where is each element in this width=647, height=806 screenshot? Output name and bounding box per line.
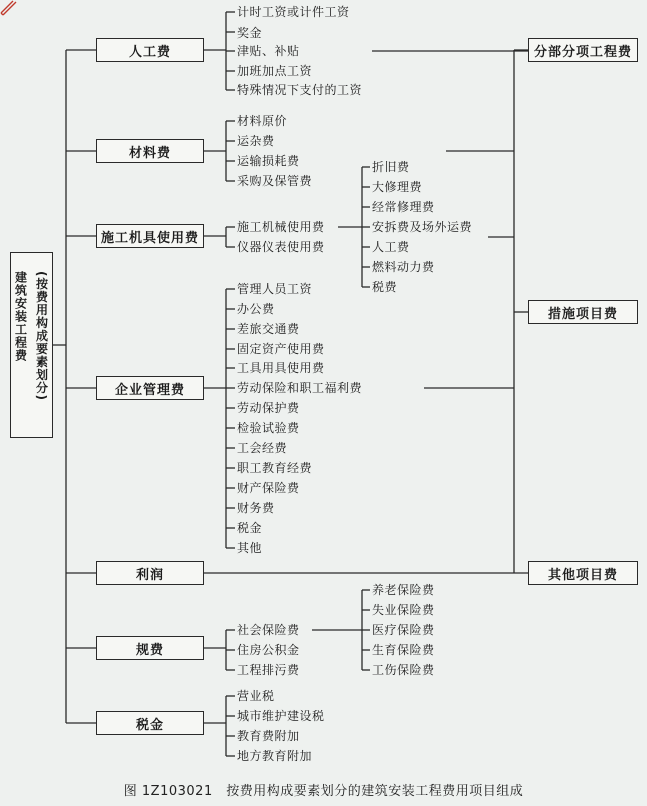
category-fees: 规费 [96, 636, 204, 660]
category-labor-cost: 人工费 [96, 38, 204, 62]
machine-use-item: 经常修理费 [372, 200, 435, 214]
category-material-cost: 材料费 [96, 139, 204, 163]
management-item: 职工教育经费 [237, 461, 313, 475]
machine-use-item: 大修理费 [372, 180, 423, 194]
management-item: 财产保险费 [237, 481, 300, 495]
management-item: 固定资产使用费 [237, 342, 325, 356]
target-other-items-cost: 其他项目费 [528, 561, 638, 585]
target-measures-cost: 措施项目费 [528, 300, 638, 324]
management-item: 管理人员工资 [237, 282, 313, 296]
management-item: 劳动保险和职工福利费 [237, 381, 363, 395]
management-item: 税金 [237, 521, 263, 535]
material-item: 材料原价 [237, 114, 288, 128]
machinery-item: 仪器仪表使用费 [237, 240, 325, 254]
labor-item: 津贴、补贴 [237, 44, 300, 58]
material-item: 运杂费 [237, 134, 275, 148]
machine-use-item: 燃料动力费 [372, 260, 435, 274]
category-machinery-cost: 施工机具使用费 [96, 224, 204, 248]
social-insurance-item: 养老保险费 [372, 583, 435, 597]
root-label-line1: (按费用构成要素划分) [34, 271, 49, 401]
management-item: 工会经费 [237, 441, 288, 455]
social-insurance-item: 医疗保险费 [372, 623, 435, 637]
management-item: 差旅交通费 [237, 322, 300, 336]
tax-item: 营业税 [237, 689, 275, 703]
pen-cursor-icon [0, 0, 18, 20]
category-tax: 税金 [96, 711, 204, 735]
social-insurance-item: 失业保险费 [372, 603, 435, 617]
management-item: 办公费 [237, 302, 275, 316]
category-management-cost: 企业管理费 [96, 376, 204, 400]
fees-item: 社会保险费 [237, 623, 300, 637]
management-item: 财务费 [237, 501, 275, 515]
fees-item: 住房公积金 [237, 643, 300, 657]
machine-use-item: 人工费 [372, 240, 410, 254]
machine-use-item: 税费 [372, 280, 398, 294]
root-box-construction-install-cost [10, 252, 53, 438]
management-item: 劳动保护费 [237, 401, 300, 415]
management-item: 检验试验费 [237, 421, 300, 435]
labor-item: 加班加点工资 [237, 64, 313, 78]
material-item: 运输损耗费 [237, 154, 300, 168]
root-label-line2: 建筑安装工程费 [13, 271, 28, 362]
figure-caption: 图 1Z103021 按费用构成要素划分的建筑安装工程费用项目组成 [123, 784, 524, 799]
labor-item: 特殊情况下支付的工资 [237, 83, 363, 97]
tax-item: 地方教育附加 [237, 749, 313, 763]
tax-item: 教育费附加 [237, 729, 300, 743]
labor-item: 计时工资或计件工资 [237, 5, 350, 19]
social-insurance-item: 工伤保险费 [372, 663, 435, 677]
machine-use-item: 折旧费 [372, 160, 410, 174]
labor-item: 奖金 [237, 26, 263, 40]
management-item: 工具用具使用费 [237, 361, 325, 375]
category-profit: 利润 [96, 561, 204, 585]
machinery-item: 施工机械使用费 [237, 220, 325, 234]
tax-item: 城市维护建设税 [237, 709, 325, 723]
social-insurance-item: 生育保险费 [372, 643, 435, 657]
material-item: 采购及保管费 [237, 174, 313, 188]
management-item: 其他 [237, 541, 263, 555]
target-sub-item-works-cost: 分部分项工程费 [528, 38, 638, 62]
machine-use-item: 安拆费及场外运费 [372, 220, 473, 234]
fees-item: 工程排污费 [237, 663, 300, 677]
